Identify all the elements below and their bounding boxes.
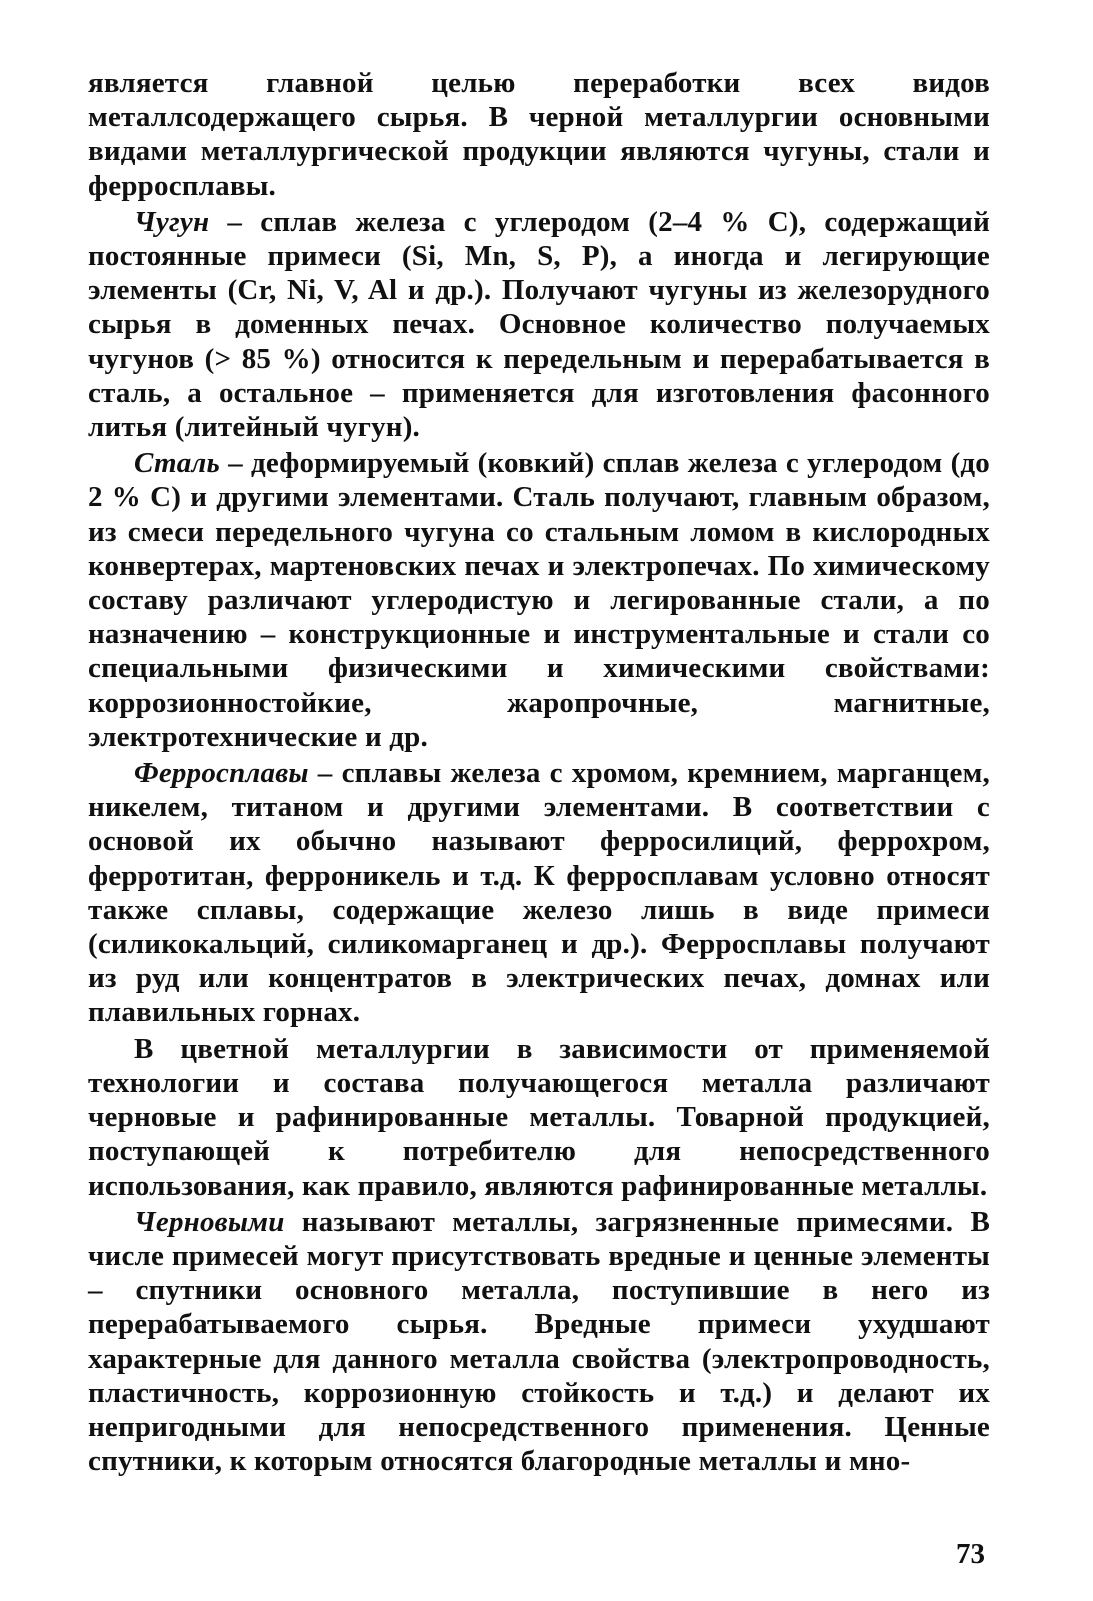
paragraph-nonferrous bbox=[88, 1032, 990, 1203]
page-number: 73 bbox=[956, 1538, 985, 1570]
paragraph-text: является главной целью переработки всех видов металлсодержащего сырья. В черной металлургии основными видами металлургической продукции являются чугуны, стали и ферросплавы. bbox=[88, 67, 990, 202]
page-body bbox=[88, 66, 990, 1480]
paragraph-ferroalloys bbox=[88, 756, 990, 1030]
paragraph-text: – деформируемый (ковкий) сплав железа с углеродом (до 2 % С) и другими элементами. Сталь получают, главным образом, из смеси передельного чугуна со стальным ломом в кислородных конвертерах, мартеновских печах и электропечах. По химическому составу различают углеродистую и легированные стали, а по назначению – конструкционные и инструментальные и стали со специальными физическими и химическими свойствами: коррозионностойкие, жаропрочные, магнитные, электротехнические и др. bbox=[88, 447, 990, 753]
paragraph-steel bbox=[88, 446, 990, 754]
term-crude-metals: Черновыми bbox=[134, 1205, 285, 1238]
paragraph-text: В цветной металлургии в зависимости от применяемой технологии и состава получающегося металла различают черновые и рафинированные металлы. Товарной продукцией, поступающей к потребителю для непосредственного использования, как правило, являются рафинированные металлы. bbox=[88, 1032, 990, 1202]
paragraph-text: – сплавы железа с хромом, кремнием, марганцем, никелем, титаном и другими элементами. В соответствии с основой их обычно называют ферросилиций, феррохром, ферротитан, ферроникель и т.д. К ферросплавам условно относят также сплавы, содержащие железо лишь в виде примеси (силикокальций, силикомарганец и др.). Ферросплавы получают из руд или концентратов в электрических печах, домнах или плавильных горнах. bbox=[88, 757, 990, 1029]
paragraph-crude-metals bbox=[88, 1205, 990, 1479]
paragraph-text: называют металлы, загрязненные примесями. В числе примесей могут присутствовать вредные и ценные элементы – спутники основного металла, поступившие в него из перерабатываемого сырья. Вредные примеси ухудшают характерные для данного металла свойства (электропроводность, пластичность, коррозионную стойкость и т.д.) и делают их непригодными для непосредственного применения. Ценные спутники, к которым относятся благородные металлы и мно- bbox=[88, 1205, 990, 1478]
paragraph-intro bbox=[88, 66, 990, 203]
term-cast-iron: Чугун bbox=[134, 205, 210, 238]
term-steel: Сталь bbox=[134, 447, 220, 480]
term-ferroalloys: Ферросплавы bbox=[134, 757, 309, 790]
paragraph-text: – сплав железа с углеродом (2–4 % С), содержащий постоянные примеси (Si, Mn, S, P), а иногда и легирующие элементы (Cr, Ni, V, Al и др.). Получают чугуны из железорудного сырья в доменных печах. Основное количество получаемых чугунов (> 85 %) относится к передельным и перерабатывается в сталь, а остальное – применяется для изготовления фасонного литья (литейный чугун). bbox=[88, 205, 990, 444]
paragraph-cast-iron bbox=[88, 205, 990, 444]
